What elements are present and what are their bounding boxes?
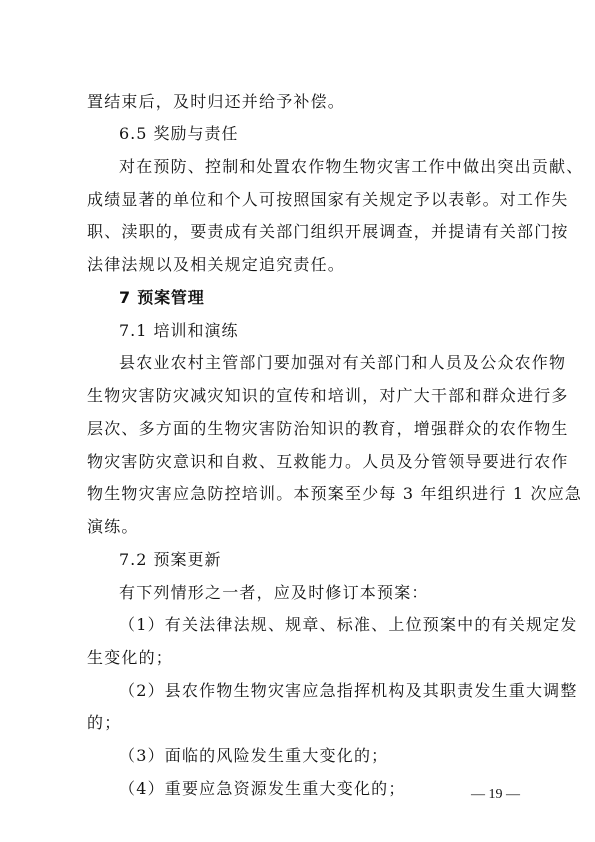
page-number: — 19 — — [471, 787, 520, 802]
body-line: 物生物灾害应急防控培训。本预案至少每 3 年组织进行 1 次应急 — [87, 484, 583, 503]
list-item-1: （1）有关法律法规、规章、标准、上位预案中的有关规定发 — [119, 615, 578, 634]
body-line: 法律法规以及相关规定追究责任。 — [87, 255, 346, 274]
list-item-2: （2）县农作物生物灾害应急指挥机构及其职责发生重大调整 — [119, 681, 578, 700]
body-line: 生变化的； — [87, 648, 174, 667]
chapter-heading-7: 7 预案管理 — [119, 288, 205, 307]
body-line: 生物灾害防灾减灾知识的宣传和培训，对广大干部和群众进行多 — [87, 386, 569, 405]
section-heading-7-2: 7.2 预案更新 — [119, 550, 222, 569]
body-line: 的； — [87, 713, 122, 732]
body-line: 演练。 — [87, 517, 139, 536]
body-line: 职、渎职的，要责成有关部门组织开展调查，并提请有关部门按 — [87, 222, 569, 241]
list-item-3: （3）面临的风险发生重大变化的； — [119, 746, 389, 765]
section-heading-7-1: 7.1 培训和演练 — [119, 321, 239, 340]
body-line: 置结束后，及时归还并给予补偿。 — [87, 92, 346, 111]
body-line: 对在预防、控制和处置农作物生物灾害工作中做出突出贡献、 — [119, 157, 584, 176]
body-line: 物灾害防灾意识和自救、互救能力。人员及分管领导要进行农作 — [87, 452, 569, 471]
list-item-4: （4）重要应急资源发生重大变化的； — [119, 779, 406, 798]
body-line: 成绩显著的单位和个人可按照国家有关规定予以表彰。对工作失 — [87, 190, 569, 209]
body-line: 层次、多方面的生物灾害防治知识的教育，增强群众的农作物生 — [87, 419, 569, 438]
body-line: 有下列情形之一者，应及时修订本预案： — [119, 583, 429, 602]
body-line: 县农业农村主管部门要加强对有关部门和人员及公众农作物 — [119, 353, 567, 372]
section-heading-6-5: 6.5 奖励与责任 — [119, 124, 239, 143]
